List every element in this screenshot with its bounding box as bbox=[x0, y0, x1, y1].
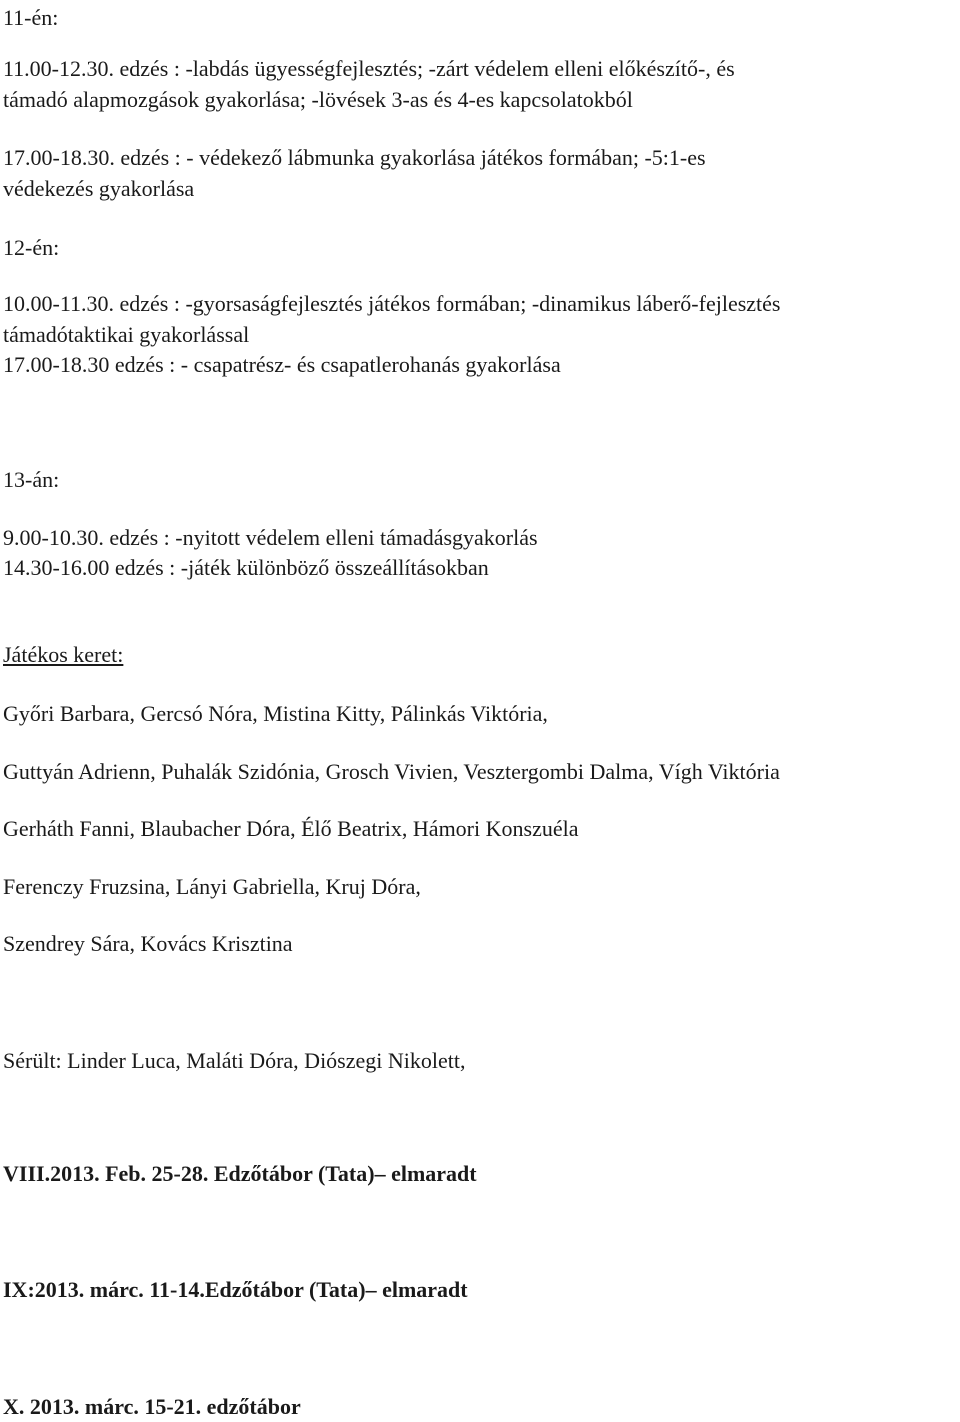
roster-row: Gerháth Fanni, Blaubacher Dóra, Élő Beatrix, Hámori Konszuéla bbox=[3, 816, 579, 841]
day-13-heading: 13-án: bbox=[3, 467, 60, 492]
roster-row: Szendrey Sára, Kovács Krisztina bbox=[3, 931, 293, 956]
roster-heading: Játékos keret: bbox=[3, 642, 124, 667]
day-11-session-1-line-2: támadó alapmozgások gyakorlása; -lövések 3-as és 4-es kapcsolatokból bbox=[3, 87, 633, 112]
day-11-heading: 11-én: bbox=[3, 5, 59, 30]
roster-row: Győri Barbara, Gercsó Nóra, Mistina Kitty, Pálinkás Viktória, bbox=[3, 701, 548, 726]
day-12-session-2-line-1: 17.00-18.30 edzés : - csapatrész- és csapatlerohanás gyakorlása bbox=[3, 352, 561, 377]
camp-entry: VIII.2013. Feb. 25-28. Edzőtábor (Tata)– elmaradt bbox=[3, 1161, 477, 1186]
day-11-session-2-line-1: 17.00-18.30. edzés : - védekező lábmunka gyakorlása játékos formában; -5:1-es bbox=[3, 145, 706, 170]
camp-entry: IX:2013. márc. 11-14.Edzőtábor (Tata)– elmaradt bbox=[3, 1277, 468, 1302]
roster-row: Ferenczy Fruzsina, Lányi Gabriella, Kruj Dóra, bbox=[3, 874, 421, 899]
roster-row: Guttyán Adrienn, Puhalák Szidónia, Grosch Vivien, Vesztergombi Dalma, Vígh Viktória bbox=[3, 759, 780, 784]
day-12-heading: 12-én: bbox=[3, 235, 60, 260]
injured-players: Sérült: Linder Luca, Maláti Dóra, Diószegi Nikolett, bbox=[3, 1048, 466, 1073]
day-11-session-2-line-2: védekezés gyakorlása bbox=[3, 176, 195, 201]
camp-entry: X. 2013. márc. 15-21. edzőtábor bbox=[3, 1394, 301, 1419]
day-12-session-1-line-2: támadótaktikai gyakorlással bbox=[3, 322, 250, 347]
day-13-session-1-line-1: 9.00-10.30. edzés : -nyitott védelem elleni támadásgyakorlás bbox=[3, 525, 538, 550]
day-13-session-2-line-1: 14.30-16.00 edzés : -játék különböző összeállításokban bbox=[3, 555, 489, 580]
day-12-session-1-line-1: 10.00-11.30. edzés : -gyorsaságfejlesztés játékos formában; -dinamikus láberő-fejlesztés bbox=[3, 291, 781, 316]
day-11-session-1-line-1: 11.00-12.30. edzés : -labdás ügyességfejlesztés; -zárt védelem elleni előkészítő-, és bbox=[3, 56, 735, 81]
